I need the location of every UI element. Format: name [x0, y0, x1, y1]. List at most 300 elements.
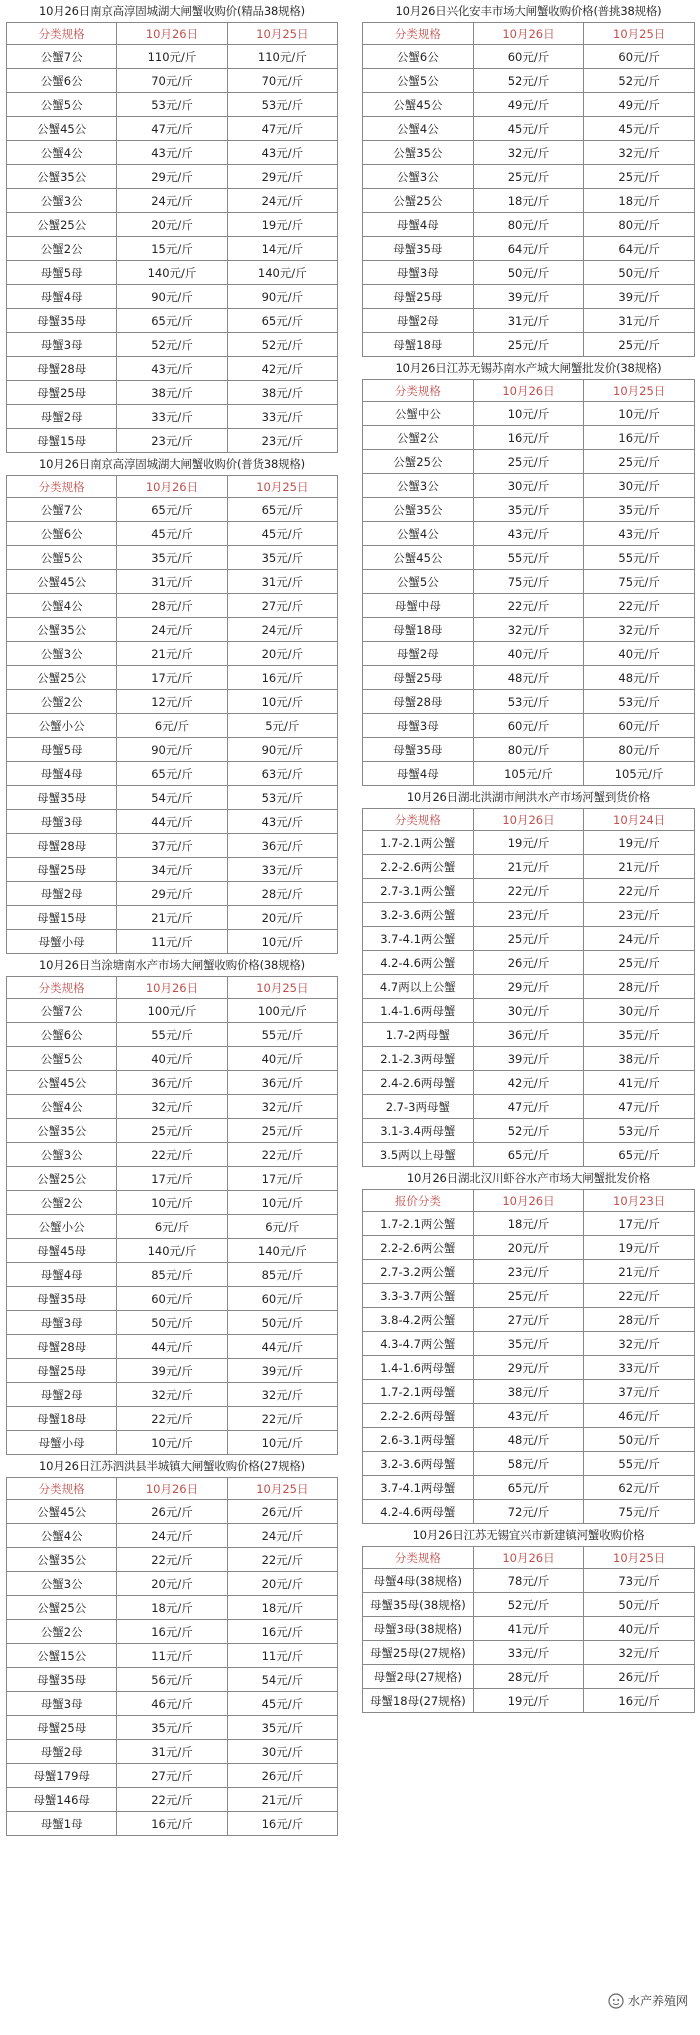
price-table [362, 1189, 695, 1524]
table-row [7, 930, 338, 954]
price-cell: 31元/斤 [227, 570, 337, 594]
price-cell: 35元/斤 [473, 498, 584, 522]
price-cell: 90元/斤 [117, 738, 227, 762]
table-row [363, 261, 695, 285]
table-row [363, 738, 695, 762]
price-cell: 42元/斤 [227, 357, 337, 381]
price-cell: 11元/斤 [117, 930, 227, 954]
spec-cell: 1.7-2.1两公蟹 [363, 831, 474, 855]
price-cell: 65元/斤 [473, 1476, 584, 1500]
price-cell: 90元/斤 [117, 285, 227, 309]
price-table [6, 976, 338, 1455]
column-header: 10月26日 [117, 23, 227, 45]
table-row [363, 1476, 695, 1500]
price-cell: 31元/斤 [584, 309, 695, 333]
spec-cell: 母蟹18母(27规格) [363, 1689, 474, 1713]
price-cell: 26元/斤 [584, 1665, 695, 1689]
spec-cell: 母蟹25母 [7, 381, 117, 405]
price-cell: 33元/斤 [227, 405, 337, 429]
price-cell: 10元/斤 [227, 1191, 337, 1215]
table-row [7, 1692, 338, 1716]
price-cell: 60元/斤 [227, 1287, 337, 1311]
price-cell: 38元/斤 [473, 1380, 584, 1404]
price-cell: 29元/斤 [227, 165, 337, 189]
table-row [363, 831, 695, 855]
price-cell: 19元/斤 [227, 213, 337, 237]
price-section [362, 0, 695, 357]
price-cell: 28元/斤 [473, 1665, 584, 1689]
price-cell: 20元/斤 [227, 642, 337, 666]
table-row [7, 1596, 338, 1620]
price-cell: 39元/斤 [584, 285, 695, 309]
price-cell: 25元/斤 [584, 333, 695, 357]
table-row [7, 762, 338, 786]
price-cell: 24元/斤 [584, 927, 695, 951]
spec-cell: 公蟹3公 [7, 1572, 117, 1596]
table-row [7, 1407, 338, 1431]
column-header: 10月26日 [117, 977, 227, 999]
price-cell: 26元/斤 [227, 1500, 337, 1524]
spec-cell: 母蟹3母 [7, 1311, 117, 1335]
table-row [363, 1260, 695, 1284]
spec-cell: 母蟹4母 [7, 285, 117, 309]
table-row [7, 1047, 338, 1071]
table-row [363, 165, 695, 189]
spec-cell: 4.2-4.6两公蟹 [363, 951, 474, 975]
spec-cell: 母蟹4母 [363, 213, 474, 237]
price-cell: 75元/斤 [584, 1500, 695, 1524]
table-row [7, 189, 338, 213]
price-cell: 43元/斤 [117, 141, 227, 165]
price-cell: 18元/斤 [117, 1596, 227, 1620]
table-row [7, 999, 338, 1023]
price-cell: 60元/斤 [117, 1287, 227, 1311]
price-cell: 19元/斤 [584, 831, 695, 855]
table-row [363, 45, 695, 69]
price-cell: 140元/斤 [227, 1239, 337, 1263]
column-header: 分类规格 [363, 380, 474, 402]
price-cell: 18元/斤 [584, 189, 695, 213]
table-row [363, 1119, 695, 1143]
price-cell: 31元/斤 [117, 570, 227, 594]
price-cell: 40元/斤 [584, 1617, 695, 1641]
spec-cell: 公蟹25公 [7, 1167, 117, 1191]
price-cell: 27元/斤 [473, 1308, 584, 1332]
price-cell: 14元/斤 [227, 237, 337, 261]
spec-cell: 公蟹小公 [7, 714, 117, 738]
spec-cell: 2.1-2.3两母蟹 [363, 1047, 474, 1071]
table-row [363, 642, 695, 666]
spec-cell: 1.7-2.1两母蟹 [363, 1380, 474, 1404]
table-row [7, 1359, 338, 1383]
price-cell: 85元/斤 [117, 1263, 227, 1287]
table-row [7, 261, 338, 285]
table-row [363, 309, 695, 333]
table-row [7, 1644, 338, 1668]
price-cell: 21元/斤 [117, 642, 227, 666]
price-cell: 25元/斤 [473, 1284, 584, 1308]
spec-cell: 母蟹18母 [7, 1407, 117, 1431]
column-header: 分类规格 [363, 23, 474, 45]
table-row [7, 498, 338, 522]
price-cell: 53元/斤 [117, 93, 227, 117]
spec-cell: 2.7-3两母蟹 [363, 1095, 474, 1119]
price-cell: 17元/斤 [117, 1167, 227, 1191]
table-row [363, 1308, 695, 1332]
spec-cell: 公蟹35公 [363, 498, 474, 522]
table-row [7, 1287, 338, 1311]
spec-cell: 3.8-4.2两公蟹 [363, 1308, 474, 1332]
spec-cell: 母蟹中母 [363, 594, 474, 618]
table-row [363, 927, 695, 951]
price-cell: 100元/斤 [227, 999, 337, 1023]
table-row [7, 1524, 338, 1548]
table-row [363, 879, 695, 903]
price-cell: 55元/斤 [584, 1452, 695, 1476]
price-cell: 38元/斤 [227, 381, 337, 405]
price-cell: 43元/斤 [227, 141, 337, 165]
price-table [362, 1546, 695, 1713]
section-title: 10月26日湖北洪湖市闸洪水产市场河蟹到货价格 [406, 790, 651, 804]
table-row [7, 1740, 338, 1764]
price-cell: 31元/斤 [117, 1740, 227, 1764]
spec-cell: 2.4-2.6两母蟹 [363, 1071, 474, 1095]
section-title: 10月26日南京高淳固城湖大闸蟹收购价(普货38规格) [39, 457, 305, 471]
table-row [7, 1500, 338, 1524]
column-header: 分类规格 [7, 476, 117, 498]
price-cell: 140元/斤 [117, 261, 227, 285]
spec-cell: 公蟹25公 [363, 450, 474, 474]
price-cell: 65元/斤 [227, 309, 337, 333]
spec-cell: 3.1-3.4两母蟹 [363, 1119, 474, 1143]
spec-cell: 公蟹2公 [7, 1620, 117, 1644]
spec-cell: 母蟹15母 [7, 429, 117, 453]
table-row [363, 450, 695, 474]
price-cell: 65元/斤 [473, 1143, 584, 1167]
price-cell: 50元/斤 [227, 1311, 337, 1335]
spec-cell: 母蟹4母 [7, 762, 117, 786]
spec-cell: 公蟹3公 [7, 642, 117, 666]
table-header-row [363, 380, 695, 402]
table-row [7, 93, 338, 117]
price-cell: 43元/斤 [117, 357, 227, 381]
table-row [7, 1716, 338, 1740]
price-cell: 53元/斤 [227, 786, 337, 810]
price-cell: 17元/斤 [584, 1212, 695, 1236]
table-row [7, 1764, 338, 1788]
spec-cell: 公蟹4公 [7, 141, 117, 165]
spec-cell: 公蟹4公 [363, 117, 474, 141]
table-row [7, 429, 338, 453]
column-header: 10月25日 [584, 380, 695, 402]
spec-cell: 公蟹35公 [7, 165, 117, 189]
spec-cell: 公蟹6公 [7, 522, 117, 546]
column-header: 10月25日 [227, 23, 337, 45]
price-cell: 21元/斤 [117, 906, 227, 930]
spec-cell: 3.2-3.6两母蟹 [363, 1452, 474, 1476]
table-row [363, 975, 695, 999]
price-cell: 16元/斤 [227, 1812, 337, 1836]
price-cell: 38元/斤 [584, 1047, 695, 1071]
price-cell: 17元/斤 [117, 666, 227, 690]
section-title: 10月26日江苏无锡宜兴市新建镇河蟹收购价格 [412, 1528, 645, 1542]
price-cell: 33元/斤 [473, 1641, 584, 1665]
spec-cell: 母蟹18母 [363, 333, 474, 357]
table-row [7, 1167, 338, 1191]
price-cell: 26元/斤 [473, 951, 584, 975]
price-cell: 22元/斤 [473, 879, 584, 903]
price-cell: 53元/斤 [584, 1119, 695, 1143]
price-cell: 18元/斤 [227, 1596, 337, 1620]
price-cell: 33元/斤 [227, 858, 337, 882]
price-cell: 39元/斤 [227, 1359, 337, 1383]
table-row [363, 618, 695, 642]
spec-cell: 母蟹3母 [7, 333, 117, 357]
price-cell: 32元/斤 [584, 618, 695, 642]
table-row [363, 333, 695, 357]
spec-cell: 母蟹179母 [7, 1764, 117, 1788]
price-cell: 45元/斤 [473, 117, 584, 141]
price-cell: 22元/斤 [117, 1407, 227, 1431]
table-row [363, 1428, 695, 1452]
table-row [7, 1071, 338, 1095]
spec-cell: 母蟹小母 [7, 930, 117, 954]
price-cell: 17元/斤 [227, 1167, 337, 1191]
price-cell: 16元/斤 [584, 426, 695, 450]
price-cell: 35元/斤 [227, 1716, 337, 1740]
table-row [7, 1548, 338, 1572]
price-cell: 21元/斤 [584, 855, 695, 879]
price-cell: 25元/斤 [117, 1119, 227, 1143]
table-row [363, 1236, 695, 1260]
table-row [363, 666, 695, 690]
price-table [362, 22, 695, 357]
price-cell: 19元/斤 [584, 1236, 695, 1260]
spec-cell: 公蟹5公 [7, 93, 117, 117]
price-cell: 37元/斤 [117, 834, 227, 858]
spec-cell: 母蟹28母 [7, 1335, 117, 1359]
spec-cell: 3.3-3.7两公蟹 [363, 1284, 474, 1308]
price-cell: 47元/斤 [584, 1095, 695, 1119]
price-cell: 56元/斤 [117, 1668, 227, 1692]
table-row [7, 333, 338, 357]
price-cell: 40元/斤 [117, 1047, 227, 1071]
price-cell: 20元/斤 [117, 213, 227, 237]
price-cell: 37元/斤 [584, 1380, 695, 1404]
section-title: 10月26日江苏无锡苏南水产城大闸蟹批发价(38规格) [395, 361, 662, 375]
spec-cell: 母蟹35母 [7, 786, 117, 810]
table-row [363, 213, 695, 237]
table-row [363, 426, 695, 450]
price-cell: 25元/斤 [473, 333, 584, 357]
price-cell: 29元/斤 [473, 975, 584, 999]
table-row [7, 1215, 338, 1239]
price-cell: 46元/斤 [584, 1404, 695, 1428]
spec-cell: 公蟹2公 [7, 690, 117, 714]
table-row [7, 1143, 338, 1167]
spec-cell: 母蟹35母 [7, 1668, 117, 1692]
spec-cell: 公蟹15公 [7, 1644, 117, 1668]
price-cell: 50元/斤 [473, 261, 584, 285]
price-section [362, 357, 695, 786]
price-cell: 19元/斤 [473, 1689, 584, 1713]
price-cell: 35元/斤 [227, 546, 337, 570]
price-cell: 16元/斤 [584, 1689, 695, 1713]
table-row [363, 1617, 695, 1641]
price-cell: 27元/斤 [117, 1764, 227, 1788]
price-section [6, 453, 338, 954]
price-cell: 10元/斤 [227, 1431, 337, 1455]
price-cell: 15元/斤 [117, 237, 227, 261]
spec-cell: 母蟹4母 [363, 762, 474, 786]
price-cell: 80元/斤 [584, 213, 695, 237]
spec-cell: 公蟹6公 [7, 69, 117, 93]
price-cell: 110元/斤 [227, 45, 337, 69]
price-cell: 12元/斤 [117, 690, 227, 714]
price-cell: 26元/斤 [227, 1764, 337, 1788]
price-cell: 36元/斤 [117, 1071, 227, 1095]
price-cell: 25元/斤 [473, 450, 584, 474]
price-cell: 33元/斤 [584, 1356, 695, 1380]
price-cell: 10元/斤 [227, 930, 337, 954]
spec-cell: 母蟹25母(27规格) [363, 1641, 474, 1665]
table-row [363, 1047, 695, 1071]
price-cell: 140元/斤 [227, 261, 337, 285]
spec-cell: 公蟹35公 [7, 618, 117, 642]
price-cell: 25元/斤 [473, 165, 584, 189]
price-cell: 55元/斤 [117, 1023, 227, 1047]
spec-cell: 公蟹45公 [363, 93, 474, 117]
table-row [7, 117, 338, 141]
spec-cell: 母蟹45母 [7, 1239, 117, 1263]
price-cell: 36元/斤 [227, 834, 337, 858]
price-cell: 105元/斤 [473, 762, 584, 786]
table-row [7, 1119, 338, 1143]
spec-cell: 1.7-2两母蟹 [363, 1023, 474, 1047]
price-cell: 33元/斤 [117, 405, 227, 429]
price-cell: 29元/斤 [117, 882, 227, 906]
table-row [7, 642, 338, 666]
table-row [7, 165, 338, 189]
price-section [362, 786, 695, 1167]
table-row [363, 93, 695, 117]
spec-cell: 公蟹45公 [7, 1071, 117, 1095]
price-table [362, 379, 695, 786]
price-cell: 50元/斤 [117, 1311, 227, 1335]
price-cell: 34元/斤 [117, 858, 227, 882]
price-cell: 28元/斤 [117, 594, 227, 618]
price-cell: 53元/斤 [584, 690, 695, 714]
table-header-row [7, 23, 338, 45]
spec-cell: 母蟹3母 [363, 261, 474, 285]
spec-cell: 公蟹5公 [363, 570, 474, 594]
price-cell: 11元/斤 [117, 1644, 227, 1668]
price-cell: 23元/斤 [584, 903, 695, 927]
column-header: 10月26日 [473, 23, 584, 45]
price-cell: 80元/斤 [584, 738, 695, 762]
spec-cell: 公蟹45公 [363, 546, 474, 570]
price-cell: 29元/斤 [473, 1356, 584, 1380]
column-header: 10月25日 [227, 1478, 337, 1500]
price-cell: 25元/斤 [584, 165, 695, 189]
table-row [363, 237, 695, 261]
table-row [363, 285, 695, 309]
price-cell: 20元/斤 [227, 1572, 337, 1596]
column-header: 10月26日 [473, 1547, 584, 1569]
table-row [7, 1239, 338, 1263]
price-cell: 70元/斤 [117, 69, 227, 93]
price-cell: 28元/斤 [227, 882, 337, 906]
table-row [363, 141, 695, 165]
spec-cell: 2.2-2.6两公蟹 [363, 1236, 474, 1260]
price-section [362, 1167, 695, 1524]
table-row [363, 690, 695, 714]
column-header: 10月25日 [227, 476, 337, 498]
price-cell: 72元/斤 [473, 1500, 584, 1524]
table-row [363, 570, 695, 594]
column-header: 10月25日 [227, 977, 337, 999]
spec-cell: 3.5两以上母蟹 [363, 1143, 474, 1167]
spec-cell: 公蟹3公 [7, 1143, 117, 1167]
table-row [7, 1431, 338, 1455]
price-cell: 60元/斤 [584, 45, 695, 69]
table-row [7, 1335, 338, 1359]
column-header: 报价分类 [363, 1190, 474, 1212]
table-row [363, 714, 695, 738]
spec-cell: 公蟹2公 [7, 1191, 117, 1215]
spec-cell: 公蟹3公 [363, 474, 474, 498]
spec-cell: 母蟹25母 [363, 285, 474, 309]
price-cell: 32元/斤 [584, 141, 695, 165]
price-cell: 90元/斤 [227, 738, 337, 762]
spec-cell: 公蟹3公 [7, 189, 117, 213]
price-cell: 54元/斤 [117, 786, 227, 810]
table-row [7, 1023, 338, 1047]
spec-cell: 2.7-3.1两公蟹 [363, 879, 474, 903]
price-cell: 43元/斤 [227, 810, 337, 834]
price-cell: 73元/斤 [584, 1569, 695, 1593]
price-cell: 80元/斤 [473, 213, 584, 237]
price-cell: 70元/斤 [227, 69, 337, 93]
column-header: 分类规格 [363, 1547, 474, 1569]
price-cell: 23元/斤 [473, 1260, 584, 1284]
table-row [7, 546, 338, 570]
table-row [7, 45, 338, 69]
price-cell: 22元/斤 [117, 1143, 227, 1167]
table-row [363, 546, 695, 570]
spec-cell: 母蟹28母 [363, 690, 474, 714]
spec-cell: 公蟹4公 [363, 522, 474, 546]
spec-cell: 3.7-4.1两母蟹 [363, 1476, 474, 1500]
price-cell: 42元/斤 [473, 1071, 584, 1095]
price-cell: 52元/斤 [584, 69, 695, 93]
price-cell: 36元/斤 [227, 1071, 337, 1095]
table-row [7, 1383, 338, 1407]
price-cell: 100元/斤 [117, 999, 227, 1023]
price-cell: 75元/斤 [584, 570, 695, 594]
price-cell: 55元/斤 [473, 546, 584, 570]
spec-cell: 母蟹2母(27规格) [363, 1665, 474, 1689]
price-cell: 22元/斤 [584, 1284, 695, 1308]
table-row [7, 357, 338, 381]
price-cell: 105元/斤 [584, 762, 695, 786]
spec-cell: 母蟹15母 [7, 906, 117, 930]
price-cell: 55元/斤 [584, 546, 695, 570]
price-cell: 28元/斤 [584, 1308, 695, 1332]
spec-cell: 母蟹2母 [363, 309, 474, 333]
spec-cell: 公蟹45公 [7, 570, 117, 594]
table-row [363, 1143, 695, 1167]
